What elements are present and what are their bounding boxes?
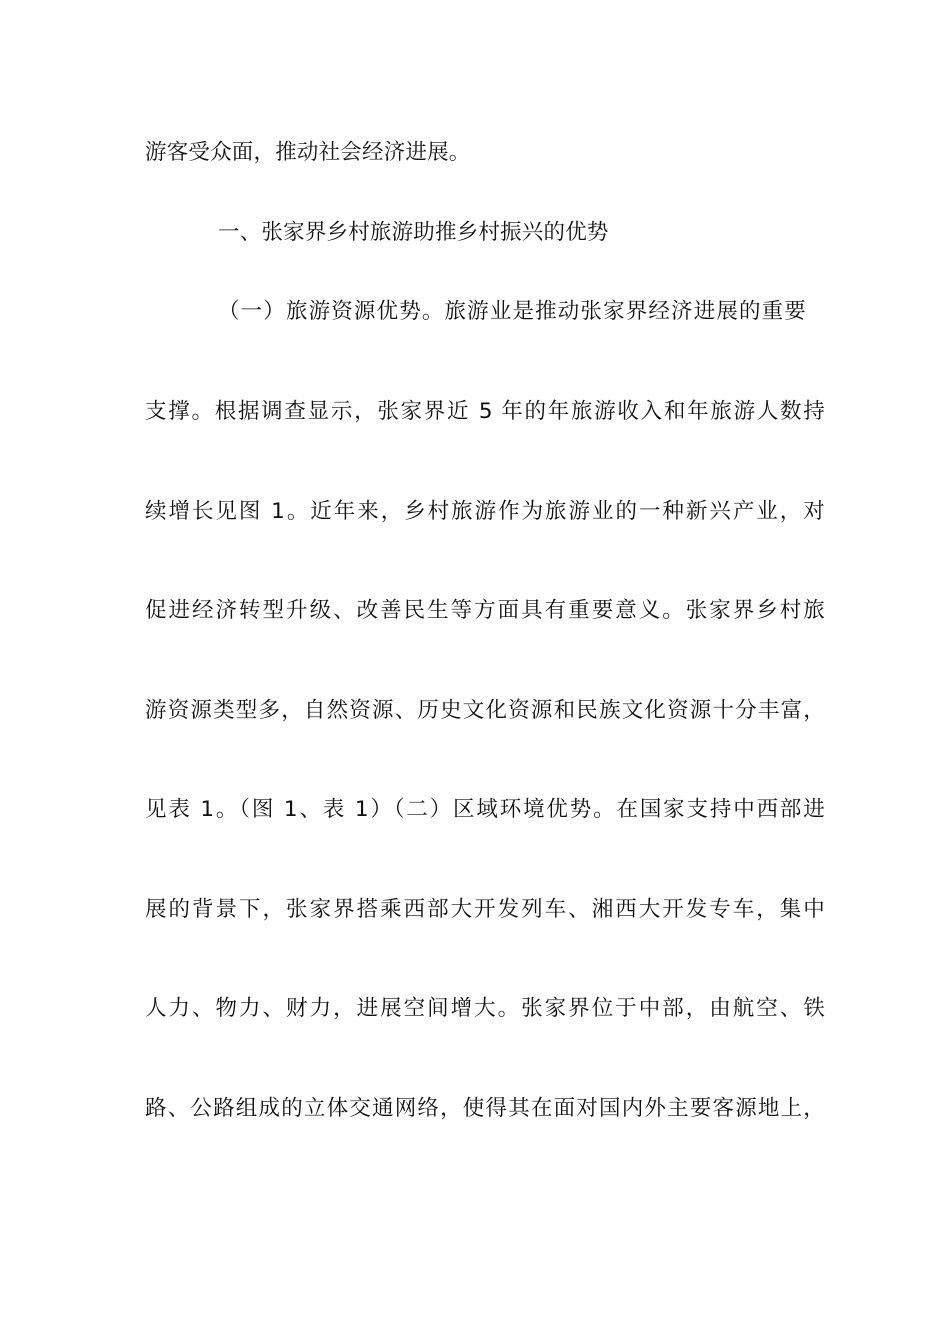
- paragraph-line-5: 促进经济转型升级、改善民生等方面具有重要意义。张家界乡村旅: [145, 598, 825, 623]
- section-heading: 一、张家界乡村旅游助推乡村振兴的优势: [218, 220, 609, 245]
- paragraph-line-6: 游资源类型多，自然资源、历史文化资源和民族文化资源十分丰富，: [145, 698, 825, 723]
- paragraph-line-4: 续增长见图 1。近年来，乡村旅游作为旅游业的一种新兴产业，对: [145, 499, 825, 524]
- paragraph-line-8: 展的背景下，张家界搭乘西部大开发列车、湘西大开发专车，集中: [145, 897, 825, 922]
- paragraph-line-2: （一）旅游资源优势。旅游业是推动张家界经济进展的重要: [218, 299, 806, 324]
- paragraph-line-3: 支撑。根据调查显示，张家界近 5 年的年旅游收入和年旅游人数持: [145, 399, 825, 424]
- paragraph-line-9: 人力、物力、财力，进展空间增大。张家界位于中部，由航空、铁: [145, 996, 825, 1021]
- paragraph-line-7: 见表 1。（图 1、表 1）（二）区域环境优势。在国家支持中西部进: [145, 797, 825, 822]
- paragraph-line-1: 游客受众面，推动社会经济进展。: [145, 140, 471, 165]
- paragraph-line-10: 路、公路组成的立体交通网络，使得其在面对国内外主要客源地上，: [145, 1096, 825, 1121]
